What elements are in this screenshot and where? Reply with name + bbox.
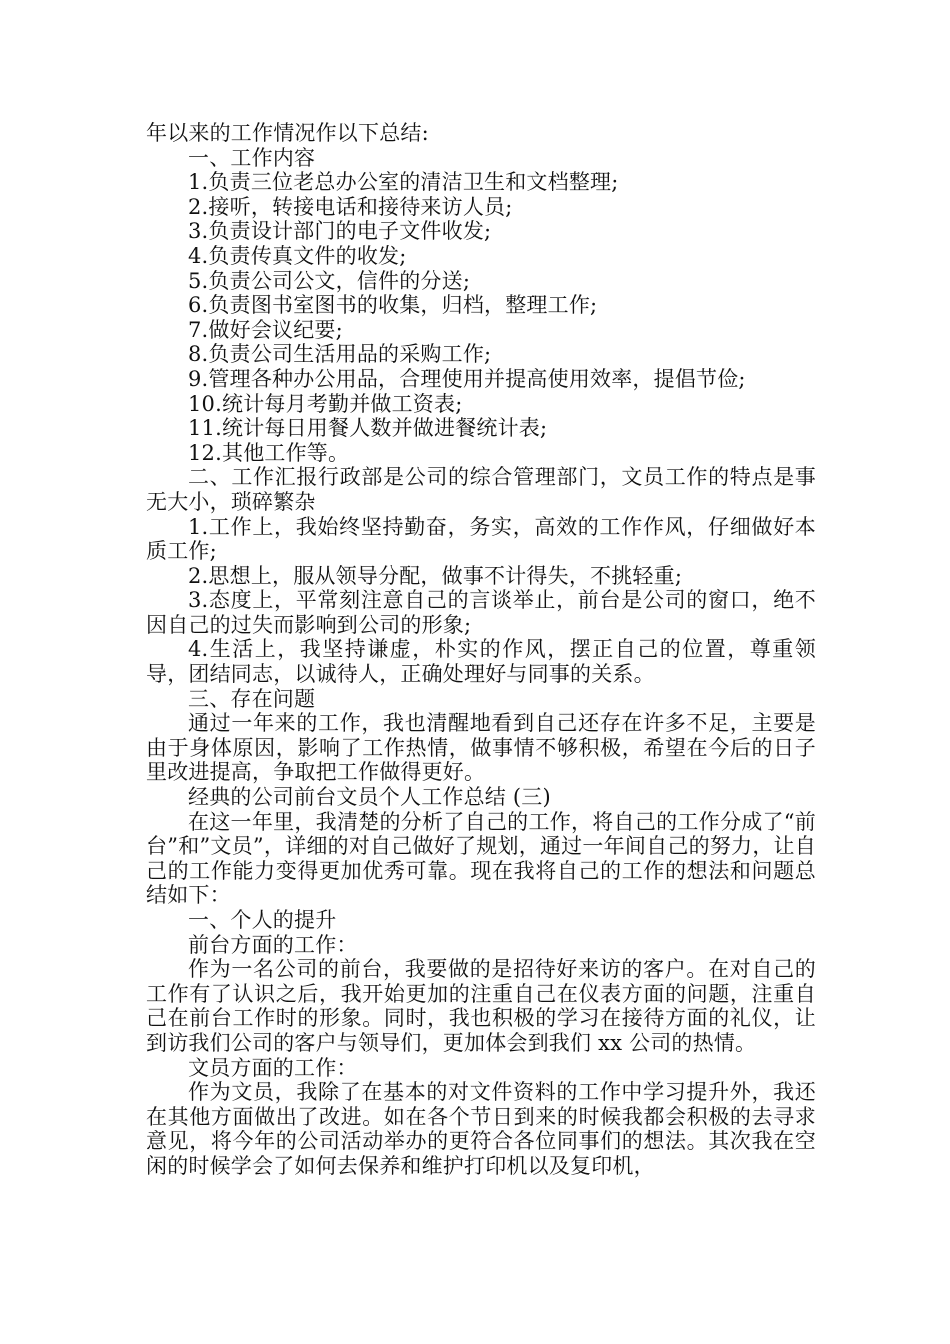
list-item: 10.统计每月考勤并做工资表; bbox=[188, 391, 463, 416]
list-item: 3.负责设计部门的电子文件收发; bbox=[188, 219, 492, 244]
paragraph: 通过一年来的工作，我也清醒地看到自己还存在许多不足，主要是由于身体原因，影响了工作热情，做事情不够积极，希望在今后的日子里改进提高，争取把工作做得更好。 bbox=[146, 711, 816, 785]
paragraph: 作为一名公司的前台，我要做的是招待好来访的客户。在对自己的工作有了认识之后，我开始更加的注重自己在仪表方面的问题，注重自己在前台工作时的形象。同时，我也积极的学习在接待方面的礼仪，让到访我们公司的客户与领导们，更加体会到我们 xx 公司的热情。 bbox=[146, 957, 816, 1055]
list-item: 12.其他工作等。 bbox=[188, 440, 350, 465]
document-body bbox=[146, 121, 816, 1179]
list-item: 4.负责传真文件的收发; bbox=[188, 243, 407, 268]
list-item: 5.负责公司公文，信件的分送; bbox=[188, 268, 471, 293]
article-title: 经典的公司前台文员个人工作总结 (三) bbox=[188, 785, 551, 810]
section-heading: 一、个人的提升 bbox=[188, 908, 337, 932]
section-heading: 一、工作内容 bbox=[188, 145, 316, 170]
section-heading: 二、工作汇报行政部是公司的综合管理部门，文员工作的特点是事无大小，琐碎繁杂 bbox=[146, 465, 816, 514]
list-item: 4.生活上，我坚持谦虚，朴实的作风，摆正自己的位置，尊重领导，团结同志，以诚待人，正确处理好与同事的关系。 bbox=[146, 637, 816, 687]
list-item: 2.接听，转接电话和接待来访人员; bbox=[188, 194, 513, 219]
subsection-heading: 前台方面的工作： bbox=[188, 932, 358, 957]
paragraph: 作为文员，我除了在基本的对文件资料的工作中学习提升外，我还在其他方面做出了改进。如在各个节日到来的时候我都会积极的去寻求意见，将今年的公司活动举办的更符合各位同事们的想法。其次我在空闲的时候学会了如何去保养和维护打印机以及复印机， bbox=[146, 1080, 816, 1178]
list-item: 1.工作上，我始终坚持勤奋，务实，高效的工作作风，仔细做好本质工作; bbox=[146, 514, 816, 564]
list-item: 8.负责公司生活用品的采购工作; bbox=[188, 342, 492, 367]
paragraph: 在这一年里，我清楚的分析了自己的工作，将自己的工作分成了“前台”和”文员”，详细的对自己做好了规划，通过一年间自己的努力，让自己的工作能力变得更加优秀可靠。现在我将自己的工作的想法和问题总结如下： bbox=[146, 809, 816, 908]
list-item: 6.负责图书室图书的收集，归档，整理工作; bbox=[188, 293, 598, 318]
list-item: 3.态度上，平常刻注意自己的言谈举止，前台是公司的窗口，绝不因自己的过失而影响到公司的形象; bbox=[146, 588, 816, 637]
list-item: 1.负责三位老总办公室的清洁卫生和文档整理; bbox=[188, 170, 619, 195]
paragraph: 年以来的工作情况作以下总结: bbox=[146, 121, 429, 145]
list-item: 9.管理各种办公用品，合理使用并提高使用效率，提倡节俭; bbox=[188, 366, 746, 391]
list-item: 2.思想上，服从领导分配，做事不计得失，不挑轻重; bbox=[188, 563, 683, 588]
list-item: 11.统计每日用餐人数并做进餐统计表; bbox=[188, 416, 548, 441]
section-heading: 三、存在问题 bbox=[188, 686, 316, 711]
list-item: 7.做好会议纪要; bbox=[188, 317, 343, 342]
subsection-heading: 文员方面的工作： bbox=[188, 1055, 358, 1080]
